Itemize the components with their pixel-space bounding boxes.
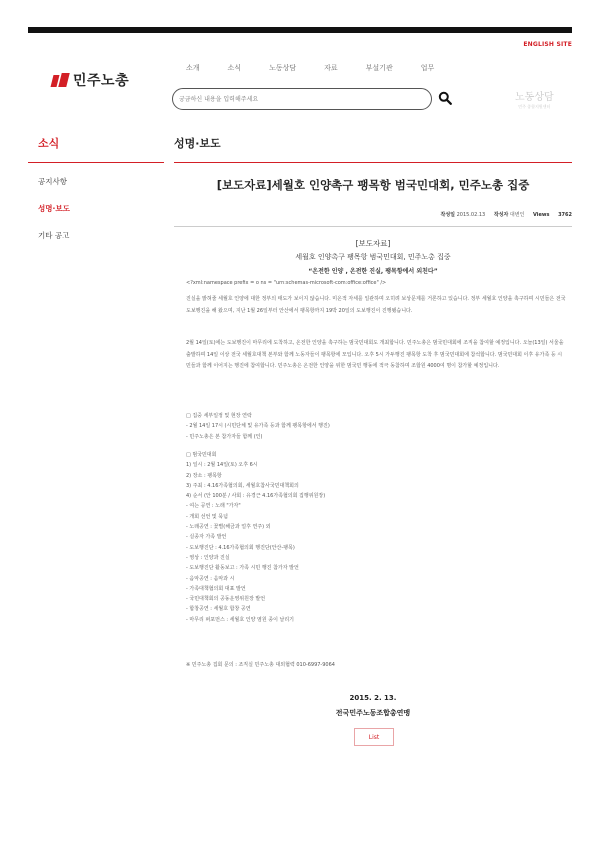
article-title: [보도자료]세월호 인양촉구 팽목항 범국민대회, 민주노총 집중 bbox=[216, 178, 530, 192]
list-item: - 도보행진단 활동보고 : 가족 시민 행진 참가자 발언 bbox=[186, 565, 299, 572]
list-item: 3) 주최 : 4.16가족협의회, 세월호참사국민대책회의 bbox=[186, 482, 299, 489]
body-heading-label: [보도자료] bbox=[355, 239, 391, 248]
sidebar-item-other-announcements[interactable]: 기타 공고 bbox=[38, 231, 70, 240]
sidebar-item-statements[interactable]: 성명·보도 bbox=[38, 204, 70, 213]
page-title: 성명·보도 bbox=[174, 137, 221, 150]
signature-date: 2015. 2. 13. bbox=[349, 694, 397, 702]
counsel-title: 노동상담 bbox=[515, 92, 554, 103]
meta-divider bbox=[174, 226, 572, 227]
body-heading-title: 세월호 인양촉구 팽목항 범국민대회, 민주노총 집중 bbox=[295, 253, 451, 261]
site-logo[interactable] bbox=[52, 70, 129, 90]
views-value: 3762 bbox=[558, 212, 572, 218]
list-item: □ 집중 세부일정 및 현장 연락 bbox=[186, 413, 252, 419]
list-item: - 마무리 퍼포먼스 : 세월호 인양 염원 종이 날리기 bbox=[186, 616, 294, 623]
logo-text: 민주노총 bbox=[73, 73, 130, 89]
search-box bbox=[172, 88, 432, 110]
article-meta bbox=[174, 211, 572, 218]
sidebar-menu bbox=[38, 176, 70, 257]
list-item: - 개회 선언 및 묵념 bbox=[186, 513, 228, 520]
schedule-list bbox=[186, 411, 566, 442]
list-item: - 여는 공연 : 노래 "가자" bbox=[186, 503, 241, 510]
body-paragraph-2: 2월 14일(토)에는 도보행진이 마무리에 도착하고, 온전한 인양을 촉구하는 범국민대회도 개최합니다. 민주노총은 범국민대회에 조직을 참여할 예정입니다. 오늘(13일) 서울을 출발하며 14일 이상 전국 세월호대책 본부와 함께 노동자들이 팽목항에 모입니다. 오후 5시 가두행진 팽목항 도착 후 범국민대회에 참석합니다. 범국민대회 이후 유가족 등 시민들과 함께 이어지는 행진에 참여합니다. 민주노총은 온전한 인양을 위한 범국민 행동에 적극 동참하며 조합원 4000여 명이 참가할 예정입니다. bbox=[186, 340, 564, 369]
list-item: - 가족대책협의회 대표 발언 bbox=[186, 585, 246, 592]
contact-line: ※ 민주노총 집회 문의 : 조직실 민주노총 대외협력 010-6997-9064 bbox=[186, 662, 335, 668]
list-item: 4) 순서 (안 100분 / 사회 : 유경근 4.16가족협의회 집행위원장) bbox=[186, 493, 326, 500]
search-input[interactable] bbox=[179, 94, 419, 105]
list-item: - 영상 : 인양과 진실 bbox=[186, 554, 230, 561]
list-item: - 음악공연 : 음악과 시 bbox=[186, 575, 235, 582]
list-item: - 노래공연 : 꽃별(해금과 얼후 연주) 외 bbox=[186, 524, 271, 531]
list-item: - 민주노총은 본 참가자들 함께 (인) bbox=[186, 433, 263, 440]
author-value: 대변인 bbox=[509, 212, 525, 218]
sidebar-divider bbox=[28, 162, 164, 163]
nav-item-affiliates[interactable]: 부설기관 bbox=[365, 64, 393, 72]
signature-organization: 전국민주노동조합총연맹 bbox=[335, 709, 411, 717]
list-item: - 실종자 가족 발언 bbox=[186, 534, 227, 541]
logo-mark-icon bbox=[52, 73, 70, 87]
top-bar bbox=[28, 27, 572, 33]
list-item: - 도보행진단 : 4.16가족협의회 행진단(안산-팽목) bbox=[186, 544, 295, 551]
english-site-link[interactable]: ENGLISH SITE bbox=[523, 41, 572, 48]
nav-item-labor-counsel[interactable]: 노동상담 bbox=[269, 64, 297, 72]
date-value: 2015.02.13 bbox=[456, 212, 486, 218]
list-item: □ 범국민대회 bbox=[186, 452, 217, 458]
list-item: 1) 일시 : 2월 14일(토) 오후 6시 bbox=[186, 462, 258, 469]
sidebar-title: 소식 bbox=[38, 137, 60, 150]
author-label: 작성자 bbox=[493, 212, 509, 218]
list-item: - 국민대책회의 공동운영위원장 발언 bbox=[186, 596, 266, 603]
views-label: Views bbox=[533, 212, 550, 218]
body-paragraph-1: 진실을 밝혀줄 세월호 인양에 대한 정부의 태도가 보이지 않습니다. 미온적 자세를 일관하며 오히려 보상문제를 거론하고 있습니다. 정부 세월호 인양을 촉구하며 시민들은 전국 도보행진을 해 왔으며, 지난 1월 26일부터 안산에서 팽목항까지 19박 20일의 도보행진이 진행됐습니다. bbox=[186, 296, 566, 314]
global-nav bbox=[186, 63, 462, 73]
nav-item-news[interactable]: 소식 bbox=[227, 64, 242, 72]
counsel-subtitle: 민주 종합지원센터 bbox=[518, 104, 551, 109]
labor-counsel-link[interactable] bbox=[515, 88, 554, 110]
rally-program-list bbox=[186, 450, 566, 625]
date-label: 작성일 bbox=[440, 212, 455, 218]
list-item: - 합창공연 : 세월호 합창 공연 bbox=[186, 606, 251, 613]
nav-item-work[interactable]: 업무 bbox=[420, 64, 435, 72]
list-button[interactable]: List bbox=[354, 728, 394, 746]
page-title-divider bbox=[174, 162, 572, 163]
list-item: 2) 장소 : 팽목항 bbox=[186, 472, 222, 479]
list-item: - 2월 14일 17시 (시민단체 및 유가족 등과 함께 팽목항에서 행진) bbox=[186, 423, 330, 430]
xml-namespace-line: <?xml:namespace prefix = o ns = "urn:schemas-microsoft-com:office:office" /> bbox=[186, 280, 387, 286]
sidebar-item-notices[interactable]: 공지사항 bbox=[38, 177, 67, 186]
nav-item-about[interactable]: 소개 bbox=[186, 64, 200, 72]
body-heading-slogan: “온전한 인양 , 온전한 진실, 팽목항에서 외친다” bbox=[308, 268, 438, 275]
nav-item-resources[interactable]: 자료 bbox=[324, 64, 338, 72]
search-icon[interactable] bbox=[438, 91, 452, 105]
